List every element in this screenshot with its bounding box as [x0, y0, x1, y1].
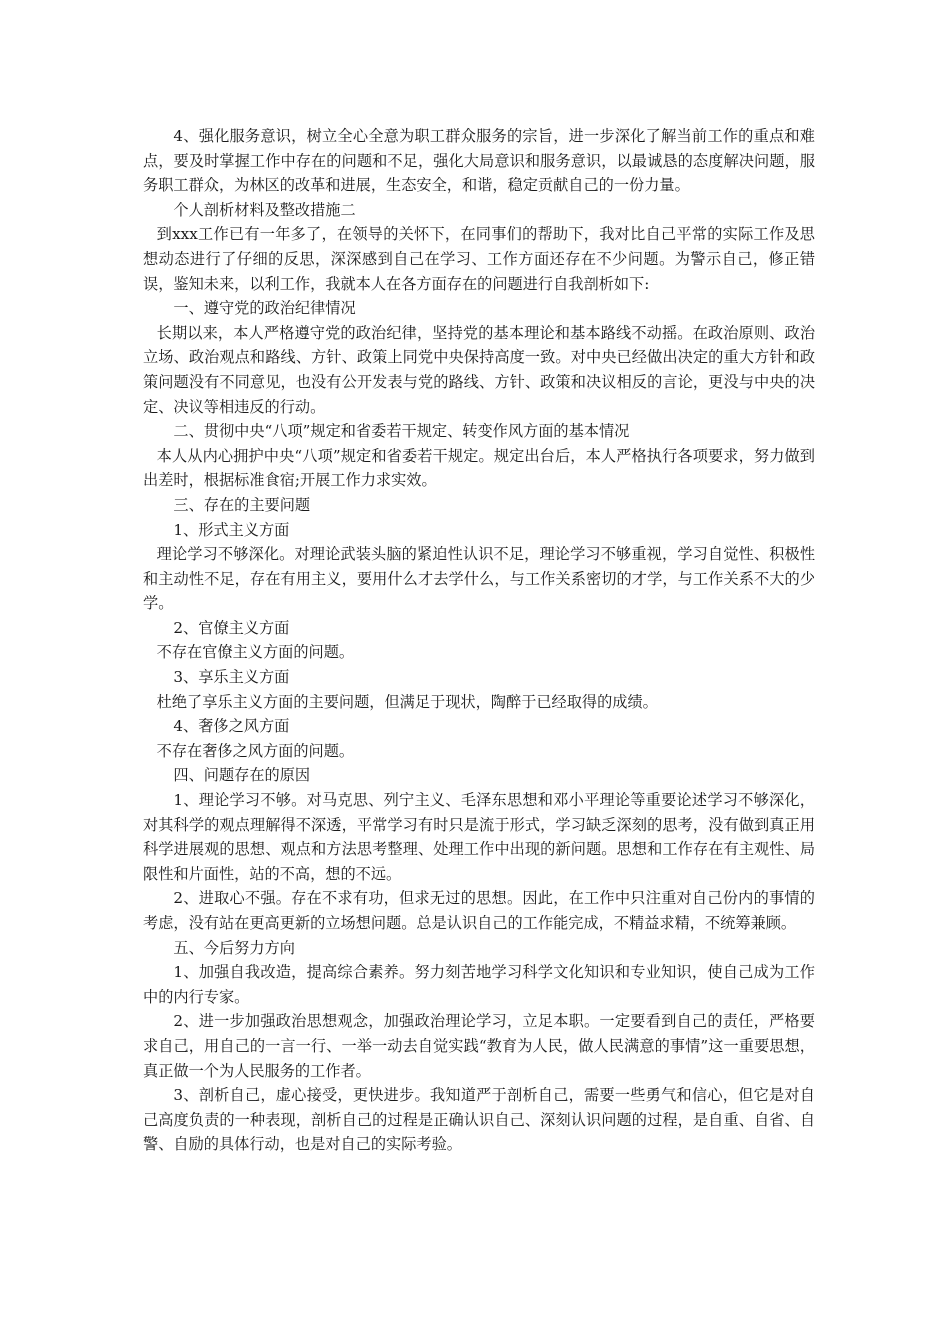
subheading-formalism: 1、形式主义方面	[173, 520, 290, 539]
document-body	[143, 124, 815, 1157]
paragraph-direction-2: 2、进一步加强政治思想观念，加强政治理论学习，立足本职。一定要看到自己的责任，严格要求自己，用自己的一言一行、一举一动去自觉实践“教育为人民，做人民满意的事情”这一重要思想，真正做一个为人民服务的工作者。	[143, 1012, 815, 1080]
paragraph-cause-ambition: 2、进取心不强。存在不求有功，但求无过的思想。因此，在工作中只注重对自己份内的事情的考虑，没有站在更高更新的立场想问题。总是认识自己的工作能完成，不精益求精，不统筹兼顾。	[143, 889, 815, 932]
subheading-bureaucracy: 2、官僚主义方面	[173, 618, 290, 637]
paragraph-hedonism: 杜绝了享乐主义方面的主要问题，但满足于现状，陶醉于已经取得的成绩。	[156, 692, 658, 711]
paragraph-cause-theory: 1、理论学习不够。对马克思、列宁主义、毛泽东思想和邓小平理论等重要论述学习不够深化，对其科学的观点理解得不深透，平常学习有时只是流于形式，学习缺乏深刻的思考，没有做到真正用科学进展观的思想、观点和方法思考整理、处理工作中出现的新问题。思想和工作存在有主观性、局限性和片面性，站的不高，想的不远。	[143, 791, 815, 883]
section-heading-3: 三、存在的主要问题	[173, 495, 311, 514]
subheading-extravagance: 4、奢侈之风方面	[173, 717, 290, 736]
subheading-hedonism: 3、享乐主义方面	[173, 668, 290, 687]
section-heading-2: 二、贯彻中央“八项”规定和省委若干规定、转变作风方面的基本情况	[173, 422, 630, 441]
paragraph-intro: 到xxx工作已有一年多了，在领导的关怀下，在同事们的帮助下，我对比自己平常的实际工作及思想动态进行了仔细的反思，深深感到自己在学习、工作方面还存在不少问题。为警示自己，修正错误，鉴知未来，以利工作，我就本人在各方面存在的问题进行自我剖析如下:	[143, 225, 815, 293]
section-heading-4: 四、问题存在的原因	[173, 766, 311, 785]
paragraph-extravagance: 不存在奢侈之风方面的问题。	[156, 741, 355, 760]
paragraph-eight-rules: 本人从内心拥护中央“八项”规定和省委若干规定。规定出台后，本人严格执行各项要求，努力做到出差时，根据标准食宿;开展工作力求实效。	[143, 446, 815, 490]
paragraph-political-discipline: 长期以来，本人严格遵守党的政治纪律，坚持党的基本理论和基本路线不动摇。在政治原则、政治立场、政治观点和路线、方针、政策上同党中央保持高度一致。对中央已经做出决定的重大方针和政策问题没有不同意见，也没有公开发表与党的路线、方针、政策和决议相反的言论，更没与中央的决定、决议等相违反的行动。	[143, 323, 815, 416]
paragraph-service-awareness: 4、强化服务意识，树立全心全意为职工群众服务的宗旨，进一步深化了解当前工作的重点和难点，要及时掌握工作中存在的问题和不足，强化大局意识和服务意识，以最诚恳的态度解决问题，服务职工群众，为林区的改革和进展，生态安全，和谐，稳定贡献自己的一份力量。	[143, 127, 815, 195]
paragraph-formalism: 理论学习不够深化。对理论武装头脑的紧迫性认识不足，理论学习不够重视，学习自觉性、积极性和主动性不足，存在有用主义，要用什么才去学什么，与工作关系密切的才学，与工作关系不大的少学。	[143, 545, 815, 613]
document-title: 个人剖析材料及整改措施二	[173, 200, 356, 219]
paragraph-bureaucracy: 不存在官僚主义方面的问题。	[156, 643, 355, 662]
section-heading-5: 五、今后努力方向	[173, 938, 295, 957]
section-heading-1: 一、遵守党的政治纪律情况	[173, 299, 356, 318]
paragraph-direction-3: 3、剖析自己，虚心接受，更快进步。我知道严于剖析自己，需要一些勇气和信心，但它是对自己高度负责的一种表现，剖析自己的过程是正确认识自己、深刻认识问题的过程，是自重、自省、自警、自励的具体行动，也是对自己的实际考验。	[143, 1086, 815, 1154]
paragraph-direction-1: 1、加强自我改造，提高综合素养。努力刻苦地学习科学文化知识和专业知识，使自己成为工作中的内行专家。	[143, 963, 815, 1006]
